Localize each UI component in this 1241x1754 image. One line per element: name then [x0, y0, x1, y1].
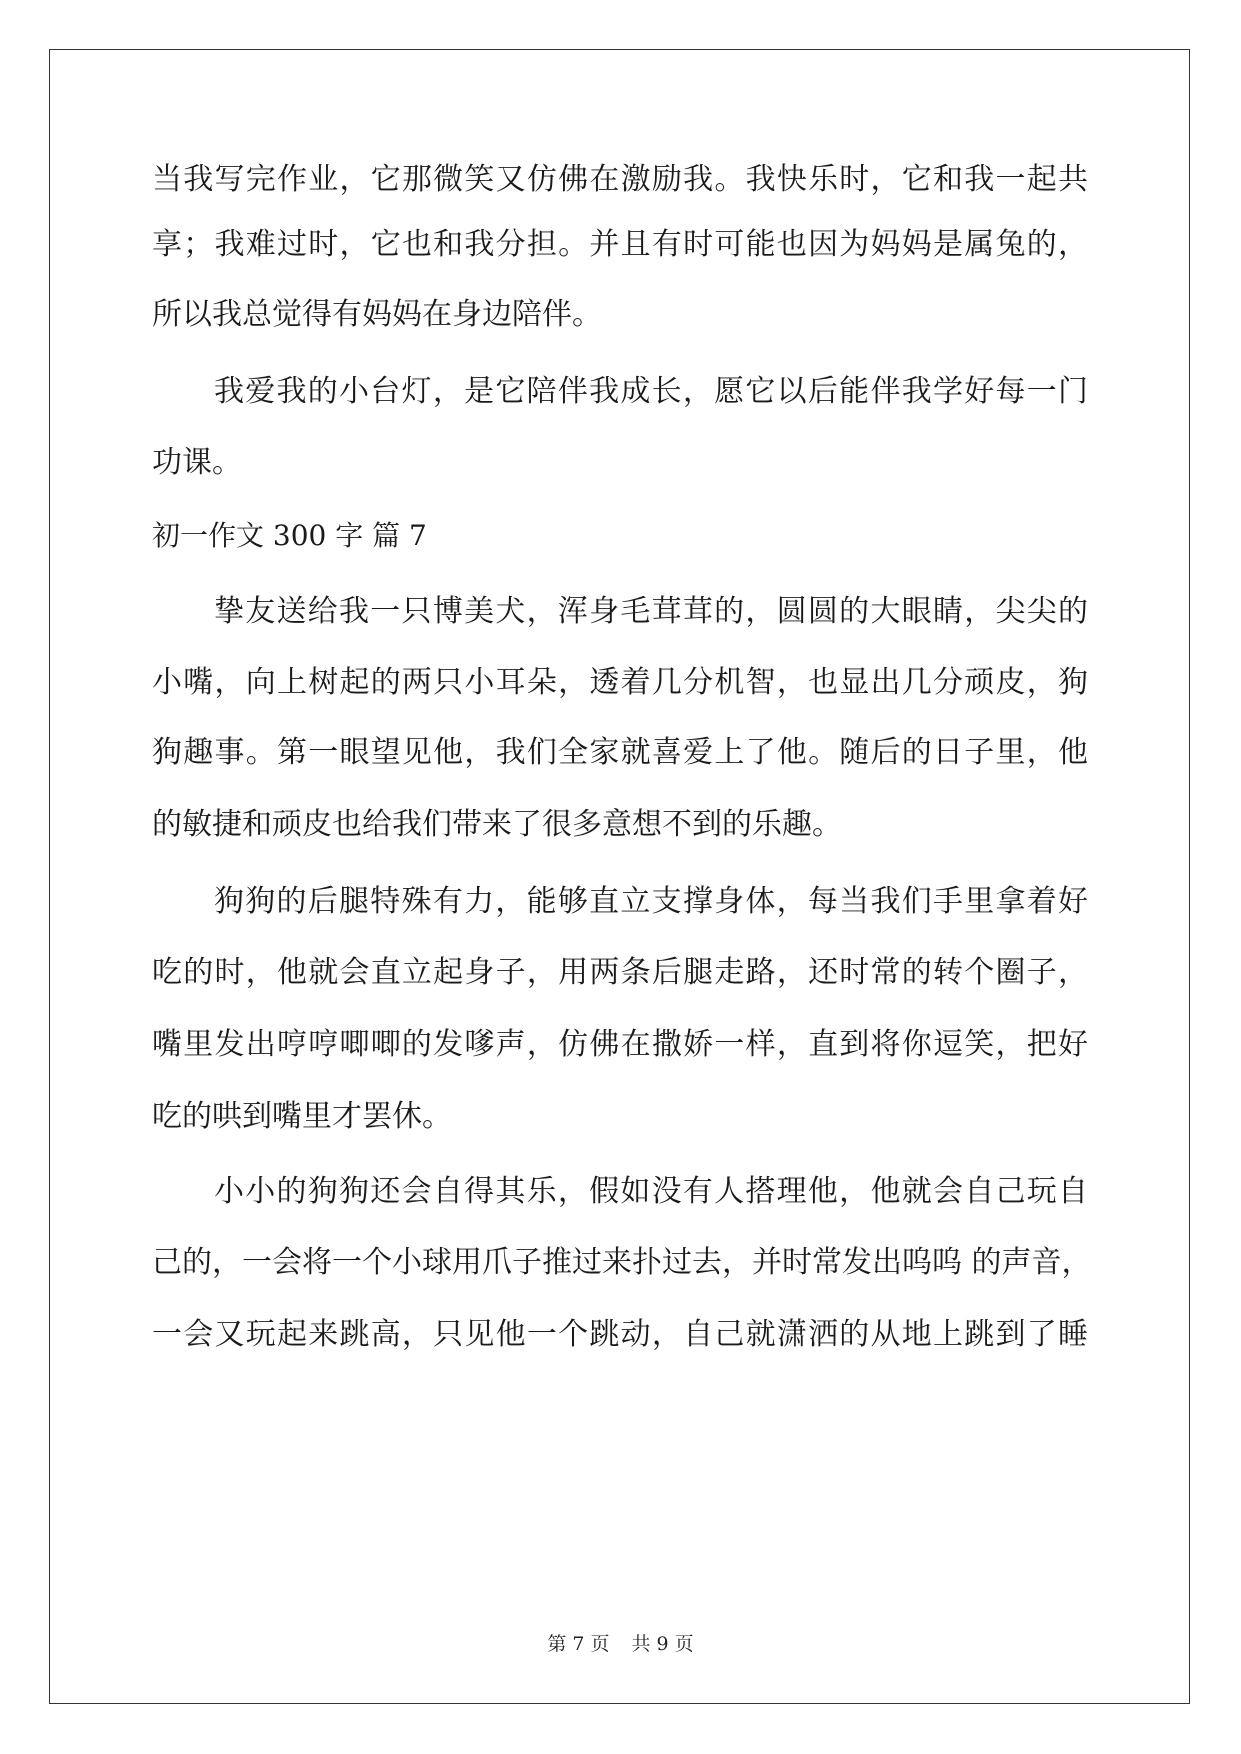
text-line: 一会又玩起来跳高，只见他一个跳动，自己就潇洒的从地上跳到了睡	[152, 1317, 1088, 1352]
page-total: 共 9 页	[631, 1633, 694, 1655]
page-number: 第 7 页	[547, 1633, 610, 1655]
text-line: 嘴里发出哼哼唧唧的发嗲声，仿佛在撒娇一样，直到将你逗笑，把好	[152, 1027, 1088, 1062]
paragraph-first-line: 挚友送给我一只博美犬，浑身毛茸茸的，圆圆的大眼睛，尖尖的	[214, 594, 1088, 629]
paragraph-first-line: 小小的狗狗还会自得其乐，假如没有人搭理他，他就会自己玩自	[214, 1174, 1088, 1209]
text-line: 吃的哄到嘴里才罢休。	[152, 1099, 452, 1134]
section-heading: 初一作文 300 字 篇 7	[152, 519, 427, 552]
page-footer	[0, 1629, 1241, 1656]
text-line: 功课。	[152, 445, 242, 480]
text-line: 吃的时，他就会直立起身子，用两条后腿走路，还时常的转个圈子，	[152, 955, 1088, 990]
paragraph-first-line: 我爱我的小台灯，是它陪伴我成长，愿它以后能伴我学好每一门	[214, 374, 1088, 409]
text-line: 小嘴，向上树起的两只小耳朵，透着几分机智，也显出几分顽皮，狗	[152, 665, 1088, 700]
text-line: 己的，一会将一个小球用爪子推过来扑过去，并时常发出呜呜 的声音，	[152, 1245, 1092, 1280]
text-line: 所以我总觉得有妈妈在身边陪伴。	[152, 297, 602, 332]
text-line: 的敏捷和顽皮也给我们带来了很多意想不到的乐趣。	[152, 807, 842, 842]
text-line: 享；我难过时，它也和我分担。并且有时可能也因为妈妈是属兔的，	[152, 227, 1088, 262]
text-line: 狗趣事。第一眼望见他，我们全家就喜爱上了他。随后的日子里，他	[152, 735, 1088, 770]
paragraph-first-line: 狗狗的后腿特殊有力，能够直立支撑身体，每当我们手里拿着好	[214, 884, 1088, 919]
text-line: 当我写完作业，它那微笑又仿佛在激励我。我快乐时，它和我一起共	[152, 162, 1088, 197]
